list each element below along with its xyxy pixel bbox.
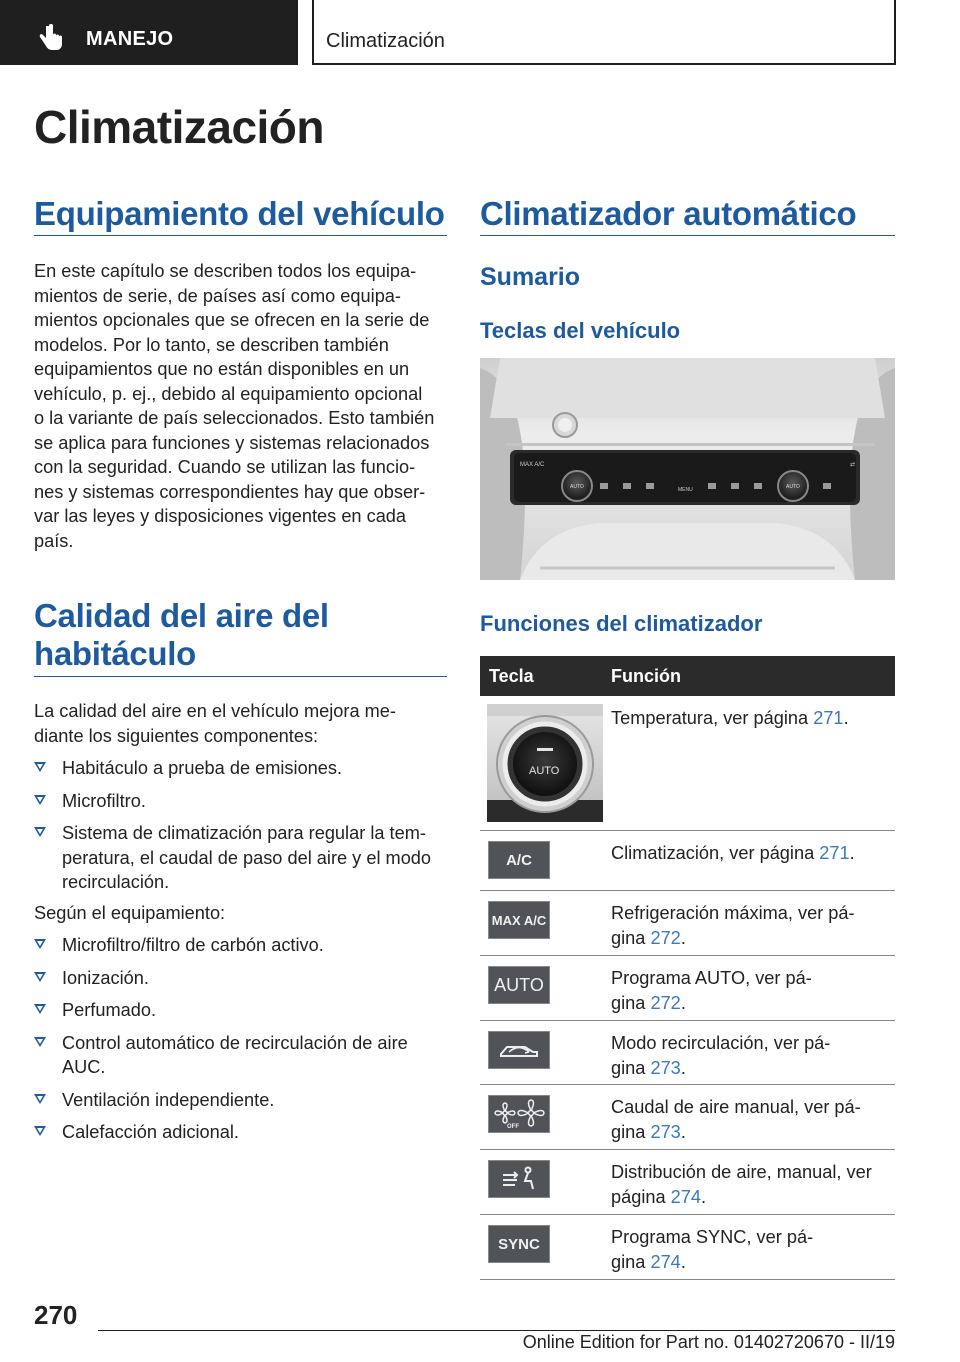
section-rule: [480, 235, 895, 236]
section-rule: [34, 235, 447, 236]
ac-key-image: A/C: [488, 841, 550, 879]
list-item: Perfumado.: [34, 998, 454, 1023]
column-header-key: Tecla: [489, 666, 534, 686]
function-description: Temperatura, ver página 271.: [611, 708, 849, 728]
functions-table-header: [480, 656, 895, 696]
function-description: Modo recirculación, ver pá- gina 273.: [611, 1033, 831, 1078]
calidad-intro: La calidad del aire en el vehículo mejora me- diante los siguientes componentes:: [34, 701, 396, 746]
page-title: Climatización: [34, 101, 325, 153]
equipment-list: [34, 933, 454, 1153]
svg-text:AUTO: AUTO: [786, 484, 800, 490]
equipment-label: Según el equipamiento:: [34, 903, 226, 923]
page-link[interactable]: 273: [650, 1122, 681, 1142]
header-section-label: MANEJO: [86, 28, 174, 50]
climate-panel-photo: [480, 358, 895, 580]
list-item: Ionización.: [34, 966, 454, 991]
function-description: Caudal de aire manual, ver pá- gina 273.: [611, 1097, 861, 1142]
function-description: Distribución de aire, manual, ver página 274.: [611, 1162, 872, 1207]
table-row: [480, 1215, 895, 1280]
temperature-knob-image: [487, 704, 603, 822]
table-row: [480, 696, 895, 831]
svg-text:OFF: OFF: [507, 1124, 519, 1130]
section-title-equipamiento: Equipamiento del vehículo: [34, 195, 445, 232]
table-row: [480, 956, 895, 1021]
triangle-bullet-icon: [34, 972, 46, 982]
svg-text:MAX A/C: MAX A/C: [520, 462, 545, 468]
page-link[interactable]: 272: [650, 993, 681, 1013]
svg-text:AUTO: AUTO: [570, 484, 584, 490]
max-ac-key-image: MAX A/C: [488, 901, 550, 939]
triangle-bullet-icon: [34, 795, 46, 805]
table-row: [480, 891, 895, 956]
list-item: Habitáculo a prueba de emisiones.: [34, 756, 454, 781]
subtitle-sumario: Sumario: [480, 263, 581, 291]
function-description: Climatización, ver página 271.: [611, 843, 855, 863]
function-description: Refrigeración máxima, ver pá- gina 272.: [611, 903, 855, 948]
svg-text:AUTO: AUTO: [529, 765, 560, 777]
triangle-bullet-icon: [34, 762, 46, 772]
table-row: [480, 831, 895, 891]
section-title-climatizador: Climatizador automático: [480, 195, 857, 232]
air-distribution-icon: [497, 1165, 541, 1193]
svg-text:MENU: MENU: [678, 487, 693, 493]
fan-icon: [491, 1098, 547, 1130]
page-link[interactable]: 271: [819, 843, 850, 863]
list-item: Calefacción adicional.: [34, 1120, 454, 1145]
recirculation-icon: [497, 1039, 541, 1061]
table-row: [480, 1085, 895, 1150]
recirculation-key-image: [488, 1031, 550, 1069]
section-rule: [34, 676, 447, 677]
section-title-calidad: Calidad del aire del habitáculo: [34, 597, 329, 672]
hand-pointer-icon: [38, 24, 64, 52]
page-link[interactable]: 272: [650, 928, 681, 948]
page-link[interactable]: 274: [670, 1187, 702, 1207]
climate-panel-illustration: [480, 358, 895, 580]
table-row: [480, 1021, 895, 1085]
list-item: Microfiltro/filtro de carbón activo.: [34, 933, 454, 958]
list-item: Microfiltro.: [34, 789, 454, 814]
auto-key-image: AUTO: [488, 966, 550, 1004]
equipamiento-paragraph: En este capítulo se describen todos los equipa- mientos de serie, de países así como equipa- mientos opcionales que se ofrecen en la serie de modelos. Por lo tanto, se describen también equipamientos que no están disponibles en un vehículo, p. ej., debido al equipamiento opcional o la variante de país seleccionados. Esto también se aplica para funciones y sistemas relacionados con la seguridad. Cuando se utilizan las funcio- nes y sistemas correspondientes hay que obser- var las leyes y disposiciones vigentes en cada país.: [34, 261, 435, 551]
function-description: Programa AUTO, ver pá- gina 272.: [611, 968, 812, 1013]
page-link[interactable]: 273: [650, 1058, 681, 1078]
subtitle-funciones: Funciones del climatizador: [480, 611, 763, 636]
header-topic-label: Climatización: [326, 30, 445, 52]
page-number: 270: [34, 1300, 78, 1330]
triangle-bullet-icon: [34, 1094, 46, 1104]
triangle-bullet-icon: [34, 939, 46, 949]
components-list: [34, 756, 454, 903]
header-topic-box: [312, 0, 896, 65]
air-distribution-key-image: [488, 1160, 550, 1198]
list-item: Sistema de climatización para regular la tem- peratura, el caudal de paso del aire y el modo recirculación.: [34, 821, 454, 895]
footer-rule: [98, 1330, 895, 1331]
svg-text:⇄: ⇄: [850, 462, 856, 468]
triangle-bullet-icon: [34, 1126, 46, 1136]
header-section-tab: [0, 0, 298, 65]
table-row: [480, 1150, 895, 1215]
fan-key-image: [488, 1095, 550, 1133]
subtitle-teclas: Teclas del vehículo: [480, 318, 681, 343]
page-link[interactable]: 271: [813, 708, 844, 728]
footer-edition: Online Edition for Part no. 01402720670 - II/19: [522, 1332, 895, 1352]
list-item: Ventilación independiente.: [34, 1088, 454, 1113]
sync-key-image: SYNC: [488, 1225, 550, 1263]
column-header-function: Función: [611, 666, 681, 686]
list-item: Control automático de recirculación de aire AUC.: [34, 1031, 454, 1080]
triangle-bullet-icon: [34, 1004, 46, 1014]
triangle-bullet-icon: [34, 1037, 46, 1047]
triangle-bullet-icon: [34, 827, 46, 837]
page-link[interactable]: 274: [650, 1252, 681, 1272]
function-description: Programa SYNC, ver pá- gina 274.: [611, 1227, 814, 1272]
